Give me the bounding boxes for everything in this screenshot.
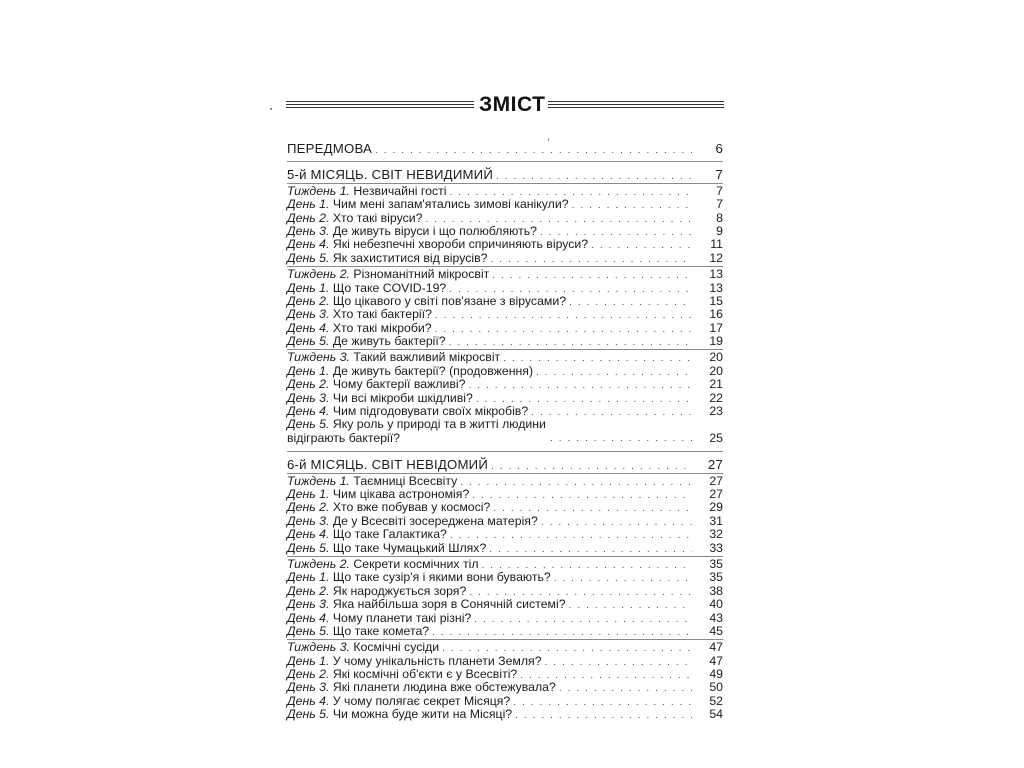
- entry-label: [287, 528, 447, 541]
- entry-title: Незвичайні гості: [353, 183, 447, 198]
- heading-rule-left: [286, 101, 474, 110]
- page-number: 27: [709, 473, 723, 488]
- toc-entry-row[interactable]: [287, 695, 723, 708]
- entry-prefix: День 4.: [287, 610, 330, 625]
- entry-label: [287, 322, 432, 335]
- entry-prefix: День 5.: [287, 707, 330, 722]
- entry-title: Чому планети такі різні?: [332, 610, 472, 625]
- page-number: 13: [709, 267, 723, 282]
- entry-title: У чому унікальність планети Земля?: [332, 653, 542, 668]
- page-number: 35: [709, 570, 723, 585]
- entry-label: [287, 625, 429, 638]
- dot-leader: [490, 253, 692, 266]
- toc-entry-row[interactable]: [287, 335, 723, 348]
- entry-prefix: День 1.: [287, 487, 330, 501]
- dot-leader: [550, 432, 692, 445]
- dot-leader: [496, 170, 692, 183]
- page-number: 25: [709, 430, 723, 445]
- page-number: 7: [716, 197, 723, 212]
- entry-prefix: День 2.: [287, 500, 330, 515]
- entry-label: [287, 585, 466, 598]
- toc-entry-row[interactable]: [287, 668, 723, 681]
- dot-leader: [435, 309, 692, 322]
- dot-leader: [569, 296, 692, 309]
- toc-entry-row[interactable]: [287, 708, 723, 721]
- dot-leader: [515, 709, 692, 722]
- page-number: 7: [716, 183, 723, 198]
- entry-title: Космічні сусіди: [353, 640, 440, 655]
- section-divider: [287, 451, 723, 452]
- page-number: 13: [709, 280, 723, 295]
- toc-entry-row[interactable]: [287, 598, 723, 611]
- entry-title: Чому бактерії важливі?: [332, 377, 466, 392]
- page-number: 12: [709, 250, 723, 265]
- entry-prefix: День 5.: [287, 417, 330, 432]
- toc-entry-row[interactable]: [287, 212, 723, 225]
- page-number: 16: [709, 307, 723, 322]
- section-divider: [287, 161, 723, 162]
- page-number: 29: [709, 500, 723, 515]
- page-number: 47: [709, 640, 723, 655]
- dot-leader: [569, 599, 692, 612]
- dot-leader: [468, 379, 692, 392]
- entry-prefix: Тиждень 3.: [287, 640, 350, 655]
- entry-title: Що таке Чумацький Шлях?: [332, 540, 487, 555]
- dot-leader: [541, 516, 692, 529]
- page-number: 50: [709, 680, 723, 695]
- entry-label: [287, 268, 489, 281]
- entry-title: 5-й МІСЯЦЬ. СВІТ НЕВИДИМИЙ: [287, 167, 494, 183]
- page-number: 31: [709, 513, 723, 528]
- toc-entry-row[interactable]: [287, 418, 723, 445]
- entry-label: [287, 708, 512, 721]
- toc-entry-row[interactable]: [287, 365, 723, 378]
- toc-entry-row[interactable]: [287, 405, 723, 418]
- entry-label: [287, 542, 486, 555]
- entry-label: [287, 641, 439, 654]
- entry-title: Яка найбільша зоря в Сонячній системі?: [332, 597, 566, 612]
- entry-label: [287, 365, 533, 378]
- toc-entry-row[interactable]: [287, 378, 723, 391]
- page-number: 43: [709, 610, 723, 625]
- entry-label: [287, 475, 457, 488]
- entry-title: Хто вже побував у космосі?: [332, 500, 491, 515]
- entry-label: [287, 458, 488, 471]
- entry-prefix: День 4.: [287, 237, 330, 252]
- dot-leader: [559, 682, 692, 695]
- entry-label: [287, 295, 566, 308]
- entry-label: [287, 212, 422, 225]
- page-number: 6: [715, 141, 723, 156]
- entry-title: Які планети людина вже обстежувала?: [332, 680, 556, 695]
- page-number: 20: [709, 350, 723, 365]
- toc-list: [287, 142, 723, 722]
- page-number: 27: [707, 457, 723, 473]
- dot-leader: [531, 406, 692, 419]
- entry-label: [287, 238, 588, 251]
- entry-title: Де у Всесвіті зосереджена матерія?: [332, 513, 538, 528]
- entry-prefix: День 2.: [287, 377, 330, 392]
- entry-label: [287, 418, 547, 445]
- entry-prefix: День 5.: [287, 540, 330, 555]
- entry-title: Чим мені запам'ятались зимові канікули?: [332, 197, 569, 212]
- entry-prefix: День 5.: [287, 334, 330, 349]
- toc-entry-row[interactable]: [287, 252, 723, 265]
- entry-label: [287, 558, 479, 571]
- toc-entry-row[interactable]: [287, 542, 723, 555]
- page-number: 20: [709, 363, 723, 378]
- page-number: 9: [716, 223, 723, 238]
- entry-prefix: Тиждень 2.: [287, 267, 350, 282]
- entry-label: [287, 351, 500, 364]
- dot-leader: [492, 269, 692, 282]
- entry-prefix: День 2.: [287, 583, 330, 598]
- toc-entry-row[interactable]: [287, 322, 723, 335]
- toc-entry-row[interactable]: [287, 528, 723, 541]
- entry-prefix: День 2.: [287, 293, 330, 308]
- entry-prefix: День 1.: [287, 570, 330, 585]
- entry-title: 6-й МІСЯЦЬ. СВІТ НЕВІДОМИЙ: [287, 457, 489, 473]
- entry-title: Секрети космічних тіл: [353, 556, 479, 571]
- entry-label: [287, 378, 465, 391]
- toc-entry-row[interactable]: [287, 612, 723, 625]
- entry-label: [287, 225, 537, 238]
- dot-leader: [513, 696, 692, 709]
- entry-prefix: Тиждень 1.: [287, 473, 350, 488]
- entry-title: ПЕРЕДМОВА: [287, 141, 372, 156]
- dot-leader: [460, 476, 692, 489]
- entry-prefix: День 3.: [287, 513, 330, 528]
- toc-entry-row[interactable]: [287, 515, 723, 528]
- entry-title: Що цікавого у світі пов'язане з вірусами?: [332, 293, 567, 308]
- entry-label: [287, 655, 542, 668]
- page-number: 17: [709, 320, 723, 335]
- entry-label: [287, 695, 510, 708]
- entry-label: [287, 612, 471, 625]
- dot-leader: [474, 613, 692, 626]
- entry-label: [287, 198, 569, 211]
- toc-entry-row[interactable]: [287, 268, 723, 281]
- page-number: 52: [709, 693, 723, 708]
- entry-label: [287, 142, 372, 155]
- entry-prefix: День 4.: [287, 320, 330, 335]
- entry-title: Що таке Галактика?: [332, 527, 447, 542]
- page-number: 45: [709, 623, 723, 638]
- toc-entry-row[interactable]: [287, 238, 723, 251]
- page-number: 7: [715, 167, 723, 183]
- entry-label: [287, 168, 493, 181]
- entry-prefix: День 3.: [287, 680, 330, 695]
- entry-title: Де живуть бактерії? (продовження): [332, 363, 534, 378]
- page-number: 22: [709, 390, 723, 405]
- entry-title: Як народжується зоря?: [332, 583, 467, 598]
- entry-label: [287, 488, 469, 501]
- toc-entry-row[interactable]: [287, 641, 723, 654]
- page-number: 27: [709, 487, 723, 501]
- page-number: 19: [709, 334, 723, 349]
- dot-leader: [432, 626, 692, 639]
- entry-title: Яку роль у природі та в житті людини відіграють бактерії?: [287, 417, 546, 445]
- page-number: 54: [709, 707, 723, 722]
- entry-label: [287, 681, 556, 694]
- entry-prefix: День 5.: [287, 250, 330, 265]
- entry-label: [287, 252, 487, 265]
- entry-prefix: День 4.: [287, 693, 330, 708]
- entry-prefix: Тиждень 3.: [287, 350, 350, 365]
- entry-prefix: День 3.: [287, 597, 330, 612]
- entry-prefix: День 4.: [287, 527, 330, 542]
- page-number: 35: [709, 556, 723, 571]
- entry-title: Як захиститися від вірусів?: [332, 250, 488, 265]
- toc-entry-row[interactable]: [287, 392, 723, 405]
- entry-prefix: День 3.: [287, 390, 330, 405]
- entry-prefix: День 3.: [287, 307, 330, 322]
- entry-label: [287, 335, 446, 348]
- dot-leader: [472, 489, 692, 502]
- page-number: 33: [709, 540, 723, 555]
- entry-label: [287, 571, 551, 584]
- toc-entry-row[interactable]: [287, 308, 723, 321]
- entry-title: Різноманітний мікросвіт: [353, 267, 490, 282]
- scan-speck: [270, 108, 272, 110]
- dot-leader: [489, 543, 692, 556]
- dot-leader: [491, 460, 692, 473]
- toc-entry-row[interactable]: [287, 198, 723, 211]
- entry-label: [287, 282, 446, 295]
- entry-title: Що таке COVID-19?: [332, 280, 447, 295]
- toc-entry-row[interactable]: [287, 501, 723, 514]
- entry-prefix: День 1.: [287, 197, 330, 212]
- entry-label: [287, 392, 473, 405]
- entry-title: Які космічні об'єкти є у Всесвіті?: [332, 667, 518, 682]
- entry-title: Чи всі мікроби шкідливі?: [332, 390, 473, 405]
- entry-title: Хто такі бактерії?: [332, 307, 432, 322]
- toc-entry-row[interactable]: [287, 295, 723, 308]
- toc-entry-row[interactable]: [287, 225, 723, 238]
- entry-title: Де живуть бактерії?: [332, 334, 446, 349]
- entry-prefix: День 3.: [287, 223, 330, 238]
- entry-prefix: День 1.: [287, 280, 330, 295]
- toc-entry-row[interactable]: [287, 655, 723, 668]
- dot-leader: [375, 144, 692, 157]
- dot-leader: [572, 199, 692, 212]
- entry-prefix: День 5.: [287, 623, 330, 638]
- toc-entry-row[interactable]: [287, 681, 723, 694]
- entry-prefix: День 4.: [287, 404, 330, 419]
- entry-label: [287, 515, 538, 528]
- entry-label: [287, 185, 446, 198]
- page-number: 8: [716, 210, 723, 225]
- entry-label: [287, 668, 517, 681]
- page-number: 40: [709, 597, 723, 612]
- entry-title: Хто такі мікроби?: [332, 320, 432, 335]
- toc-entry-row[interactable]: [287, 282, 723, 295]
- toc-heading: [286, 95, 724, 119]
- toc-entry-row[interactable]: [287, 185, 723, 198]
- page-number: 32: [709, 527, 723, 542]
- entry-title: Що таке комета?: [332, 623, 430, 638]
- entry-title: Які небезпечні хвороби спричиняють віруси?: [332, 237, 589, 252]
- scan-speck: [548, 138, 549, 141]
- toc-entry-row[interactable]: [287, 585, 723, 598]
- entry-title: Хто такі віруси?: [332, 210, 423, 225]
- toc-title: ЗМІСТ: [479, 93, 546, 116]
- toc-entry-row[interactable]: [287, 351, 723, 364]
- dot-leader: [591, 239, 692, 252]
- entry-title: Що таке сузір'я і якими вони бувають?: [332, 570, 551, 585]
- entry-label: [287, 308, 432, 321]
- toc-chapter-row[interactable]: [287, 458, 723, 471]
- entry-title: Такий важливий мікросвіт: [353, 350, 501, 365]
- entry-title: Де живуть віруси і що полюбляють?: [332, 223, 537, 238]
- dot-leader: [435, 323, 692, 336]
- entry-title: Чим цікава астрономія?: [332, 487, 470, 501]
- entry-title: Таємниці Всесвіту: [353, 473, 458, 488]
- toc-entry-row[interactable]: [287, 558, 723, 571]
- page-number: 23: [709, 404, 723, 419]
- entry-title: Чи можна буде жити на Місяці?: [332, 707, 513, 722]
- toc-entry-row[interactable]: [287, 625, 723, 638]
- page-number: 47: [709, 653, 723, 668]
- entry-prefix: День 1.: [287, 653, 330, 668]
- dot-leader: [545, 656, 692, 669]
- dot-leader: [536, 366, 692, 379]
- page-number: 15: [709, 293, 723, 308]
- page-number: 49: [709, 667, 723, 682]
- entry-prefix: Тиждень 1.: [287, 183, 350, 198]
- page-number: 38: [709, 583, 723, 598]
- page-number: 11: [710, 237, 723, 252]
- dot-leader: [449, 336, 692, 349]
- entry-prefix: День 1.: [287, 363, 330, 378]
- entry-prefix: День 2.: [287, 667, 330, 682]
- toc-entry-row[interactable]: [287, 475, 723, 488]
- toc-chapter-row[interactable]: [287, 168, 723, 181]
- toc-chapter-row[interactable]: [287, 142, 723, 155]
- entry-prefix: Тиждень 2.: [287, 556, 350, 571]
- toc-entry-row[interactable]: [287, 571, 723, 584]
- dot-leader: [554, 572, 692, 585]
- page-number: 21: [709, 377, 723, 392]
- toc-entry-row[interactable]: [287, 488, 723, 501]
- heading-rule-right: [548, 101, 724, 110]
- entry-title: Чим підгодовувати своїх мікробів?: [332, 404, 529, 419]
- entry-prefix: День 2.: [287, 210, 330, 225]
- entry-label: [287, 598, 566, 611]
- entry-title: У чому полягає секрет Місяця?: [332, 693, 511, 708]
- entry-label: [287, 501, 490, 514]
